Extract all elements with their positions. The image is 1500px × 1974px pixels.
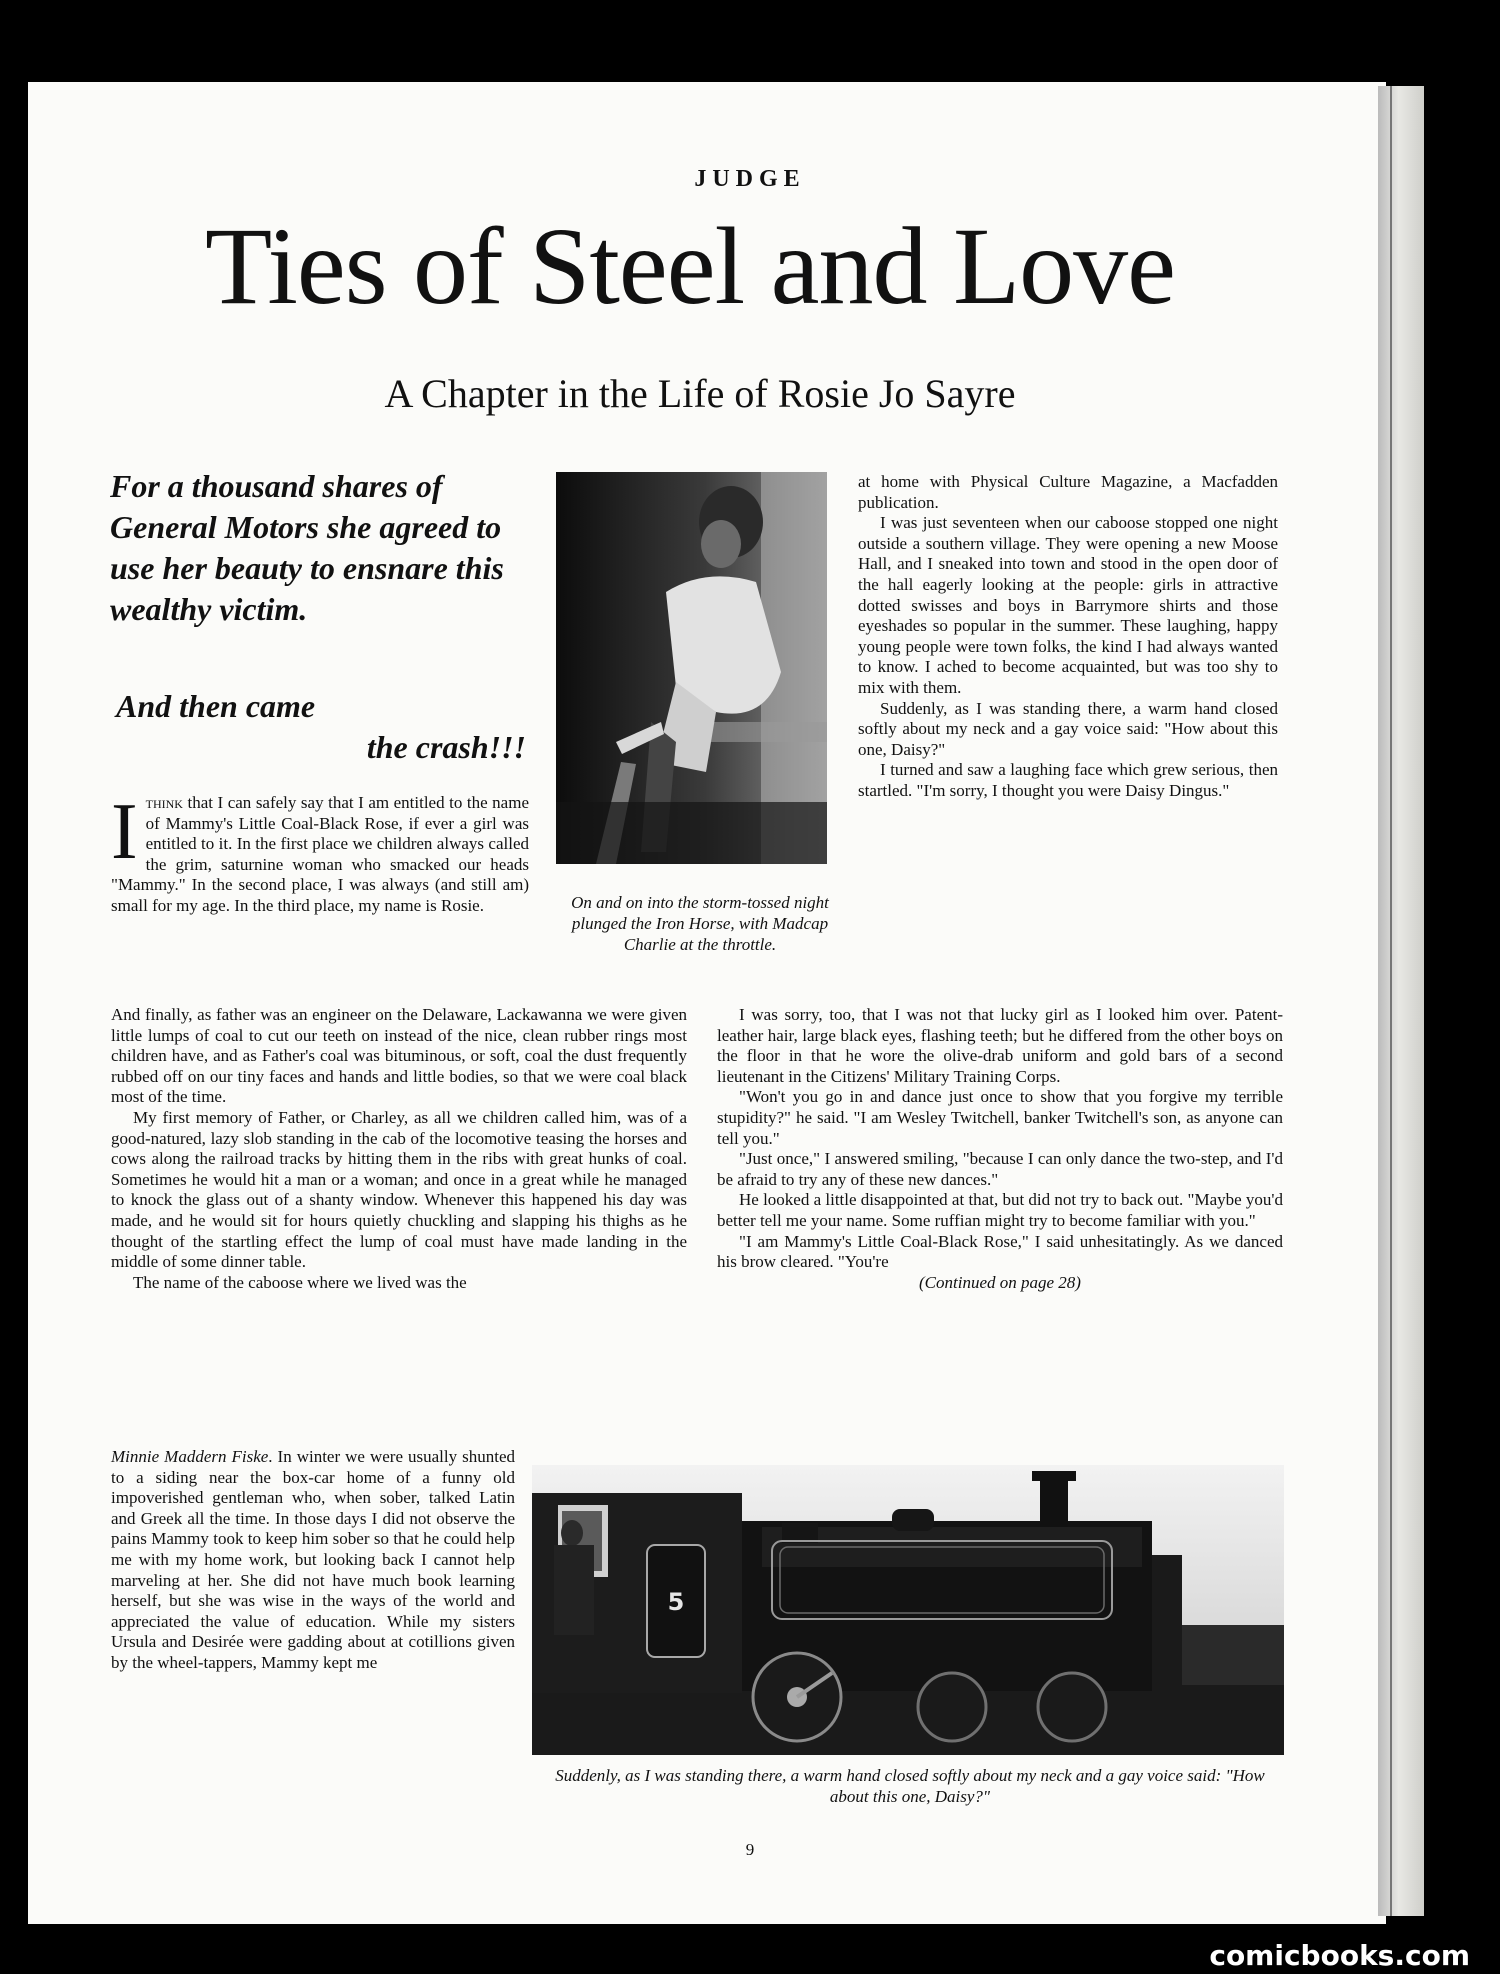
teaser-exclaim-b: the crash!!! — [366, 729, 526, 765]
col3-paragraph-1: at home with Physical Culture Magazine, a Macfadden publication. — [858, 472, 1278, 512]
lead-caps: think — [145, 793, 183, 812]
column-3-top — [858, 472, 1278, 802]
col23-paragraph-3: "Just once," I answered smiling, "because I can only dance the two-step, and I'd be afraid to try any of these new dances." — [717, 1149, 1283, 1189]
teaser-text: For a thousand shares of General Motors she agreed to use her beauty to ensnare this wealthy victim. — [110, 468, 504, 627]
paragraph-2: My first memory of Father, or Charley, as all we children called him, was of a good-natured, lazy slob standing in the cab of the locomotive teasing the horses and cows along the railroad tracks by hitting them in the ribs with great hunks of coal. Sometimes he would hit a man or a woman; and once in a great while he managed to knock the glass out of a shanty window. Whenever this happened his day was made, and he would sit for hours quietly chuckling and slapping his thighs as he thought of the startling effect the lump of coal must have made landing in the middle of some dinner table. — [111, 1107, 687, 1272]
column-1-middle — [111, 1005, 687, 1293]
watermark: comicbooks.com — [1209, 1939, 1470, 1972]
col23-paragraph-5: "I am Mammy's Little Coal-Black Rose," I said unhesitatingly. As we danced his brow cleared. "You're — [717, 1231, 1283, 1272]
col3-paragraph-4: I turned and saw a laughing face which grew serious, then startled. "I'm sorry, I thought you were Daisy Dingus." — [858, 760, 1278, 800]
column-1-top — [111, 788, 529, 917]
photo-woman-at-throttle — [556, 472, 827, 864]
photo-locomotive — [532, 1465, 1284, 1755]
drop-cap: I — [111, 788, 138, 876]
col23-paragraph-2: "Won't you go in and dance just once to show that you forgive my terrible stupidity?" he said. "I am Wesley Twitchell, banker Twitchell's son, as anyone can tell you." — [717, 1087, 1283, 1148]
col23-paragraph-1: I was sorry, too, that I was not that lucky girl as I looked him over. Patent-leather hair, large black eyes, flashing teeth; but he differed from the other boys on the floor in that he wore the olive-drab uniform and gold bars of a second lieutenant in the Citizens' Military Training Corps. — [717, 1005, 1283, 1086]
photo-2-caption: Suddenly, as I was standing there, a warm hand closed softly about my neck and a gay voice said: "How about this one, Daisy?" — [555, 1766, 1265, 1806]
column-1-bottom — [111, 1447, 515, 1674]
caboose-name: Minnie Maddern Fiske — [111, 1447, 269, 1466]
continued-note: (Continued on page 28) — [919, 1272, 1081, 1292]
col3-paragraph-2: I was just seventeen when our caboose stopped one night outside a southern village. They were opening a new Moose Hall, and I sneaked into town and stood in the open door of the hall eagerly looking at the people: girls in attractive dotted swisses and boys in Barrymore shirts and those eyeshades so popular in the summer. These laughing, happy young people were town folks, the kind I had always wanted to know. I ached to become acquainted, but was too shy to mix with them. — [858, 513, 1278, 697]
paragraph-3-rest: . In winter we were usually shunted to a siding near the box-car home of a funny old impoverished gentleman who, when sober, talked Latin and Greek all the time. In those days I did not observe the pains Mammy took to keep him sober so that he could help me with my home work, but looking back I cannot help marveling at her. She did not have much book learning herself, but she was wise in the ways of the world and appreciated the value of education. While my sisters Ursula and Desirée were gadding about at cotillions given by the wheel-tappers, Mammy kept me — [111, 1447, 515, 1672]
column-2-3-wide — [717, 1005, 1283, 1293]
page-edge — [1378, 86, 1424, 1916]
paragraph-1-start: that I can safely say that I am entitled to the name of Mammy's Little Coal-Black Rose, if ever a girl was entitled to it. In the first place we children always called the grim, saturnine woman who smacked our heads "Mammy." In the second place, I was always (and still am) small for my age. In the third place, my name is Rosie. — [111, 793, 529, 915]
teaser-exclaim-a: And then came — [116, 688, 316, 724]
col23-paragraph-4: He looked a little disappointed at that, but did not try to back out. "Maybe you'd better tell me your name. Some ruffian might try to become familiar with you." — [717, 1190, 1283, 1230]
col3-paragraph-3: Suddenly, as I was standing there, a warm hand closed softly about my neck and a gay voice said: "How about this one, Daisy?" — [858, 698, 1278, 759]
paragraph-1-end: And finally, as father was an engineer on the Delaware, Lackawanna we were given little lumps of coal to cut our teeth on instead of the nice, clean rubber rings most children have, and as Father's coal was bituminous, or soft, coal the dust frequently rubbed off on our tiny faces and hands and little bodies, so that we were coal black most of the time. — [111, 1005, 687, 1107]
teaser-exclaim — [116, 686, 526, 768]
magazine-name: JUDGE — [694, 166, 806, 192]
article-subheadline: A Chapter in the Life of Rosie Jo Sayre — [384, 371, 1016, 416]
article-headline: Ties of Steel and Love — [205, 205, 1175, 327]
paragraph-3-start: The name of the caboose where we lived was the — [133, 1272, 467, 1292]
page-number: 9 — [745, 1840, 755, 1859]
locomotive-number: 5 — [667, 1588, 685, 1616]
photo-1-caption: On and on into the storm-tossed night plunged the Iron Horse, with Madcap Charlie at the throttle. — [571, 893, 829, 954]
